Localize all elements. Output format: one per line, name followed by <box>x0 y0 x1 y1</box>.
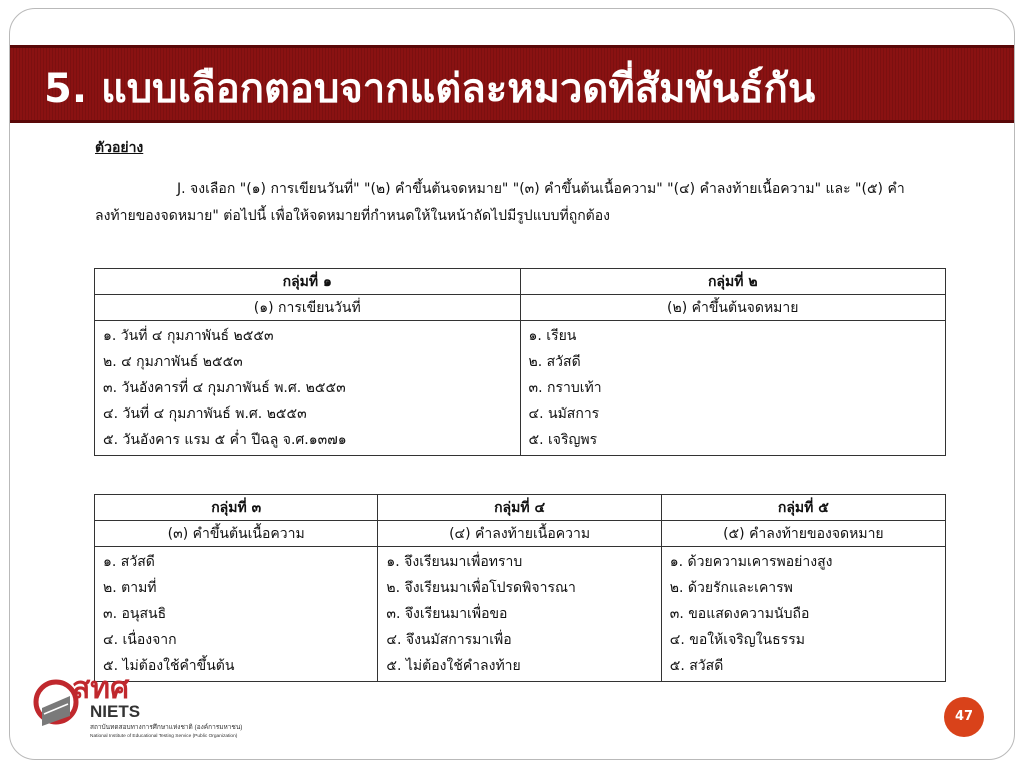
group-5-subheader: (๕) คำลงท้ายของจดหมาย <box>661 521 945 547</box>
list-item: ๑. สวัสดี <box>103 554 155 570</box>
list-item: ๓. อนุสนธิ <box>103 606 167 622</box>
group-2-subheader: (๒) คำขึ้นต้นจดหมาย <box>520 295 946 321</box>
page-number-badge: 47 <box>944 697 984 737</box>
group-2-header: กลุ่มที่ ๒ <box>520 269 946 295</box>
list-item: ๕. วันอังคาร แรม ๕ ค่ำ ปีฉลู จ.ศ.๑๓๗๑ <box>103 432 347 448</box>
list-item: ๕. สวัสดี <box>669 658 724 674</box>
list-item: ๒. ๔ กุมภาพันธ์ ๒๕๕๓ <box>103 354 243 370</box>
list-item: ๒. จึงเรียนมาเพื่อโปรดพิจารณา <box>386 580 576 596</box>
group-3-items <box>95 547 378 682</box>
table-subheader-row <box>95 521 946 547</box>
group-5-items <box>661 547 945 682</box>
list-item: ๒. สวัสดี <box>528 354 581 370</box>
list-item: ๔. เนื่องจาก <box>103 632 177 648</box>
table-subheader-row <box>95 295 946 321</box>
group-table-2 <box>94 494 946 682</box>
list-item: ๔. จึงนมัสการมาเพื่อ <box>386 632 512 648</box>
group-4-items <box>378 547 661 682</box>
list-item: ๓. จึงเรียนมาเพื่อขอ <box>386 606 508 622</box>
list-item: ๔. นมัสการ <box>528 406 600 422</box>
group-1-subheader: (๑) การเขียนวันที่ <box>95 295 521 321</box>
list-item: ๓. กราบเท้า <box>528 380 602 396</box>
list-item: ๑. ด้วยความเคารพอย่างสูง <box>669 554 833 570</box>
instruction-text: J. จงเลือก "(๑) การเขียนวันที่" "(๒) คำขึ้นต้นจดหมาย" "(๓) คำขึ้นต้นเนื้อความ" "(๔) คำลงท้ายเนื้อความ" และ "(๕) คำลงท้ายของจดหมาย" ต่อไปนี้ เพื่อให้จดหมายที่กำหนดให้ในหน้าถัดไปมีรูปแบบที่ถูกต้อง <box>95 181 905 224</box>
niets-logo <box>32 668 262 748</box>
logo-thai-name: สถาบันทดสอบทางการศึกษาแห่งชาติ (องค์การมหาชน) <box>90 724 243 731</box>
group-4-subheader: (๔) คำลงท้ายเนื้อความ <box>378 521 661 547</box>
instruction-paragraph <box>95 176 925 230</box>
table-header-row <box>95 495 946 521</box>
list-item: ๓. ขอแสดงความนับถือ <box>669 606 810 622</box>
list-item: ๒. ด้วยรักและเคารพ <box>669 580 793 596</box>
logo-abbr: NIETS <box>90 702 141 721</box>
logo-thai-text: สทศ <box>72 672 130 705</box>
list-item: ๑. เรียน <box>528 328 577 344</box>
table-items-row <box>95 547 946 682</box>
group-1-header: กลุ่มที่ ๑ <box>95 269 521 295</box>
group-4-header: กลุ่มที่ ๔ <box>378 495 661 521</box>
list-item: ๕. เจริญพร <box>528 432 598 448</box>
list-item: ๔. วันที่ ๔ กุมภาพันธ์ พ.ศ. ๒๕๕๓ <box>103 406 307 422</box>
title-bar <box>10 45 1015 123</box>
logo-english-name: National Institute of Educational Testing Service (Public Organization) <box>90 734 238 739</box>
list-item: ๔. ขอให้เจริญในธรรม <box>669 632 805 648</box>
list-item: ๕. ไม่ต้องใช้คำขึ้นต้น <box>103 658 235 674</box>
list-item: ๓. วันอังคารที่ ๔ กุมภาพันธ์ พ.ศ. ๒๕๕๓ <box>103 380 346 396</box>
table-items-row <box>95 321 946 456</box>
slide-title: 5. แบบเลือกตอบจากแต่ละหมวดที่สัมพันธ์กัน <box>44 66 816 112</box>
list-item: ๕. ไม่ต้องใช้คำลงท้าย <box>386 658 521 674</box>
group-2-items <box>520 321 946 456</box>
list-item: ๑. วันที่ ๔ กุมภาพันธ์ ๒๕๕๓ <box>103 328 274 344</box>
example-label: ตัวอย่าง <box>95 140 144 156</box>
group-5-header: กลุ่มที่ ๕ <box>661 495 945 521</box>
group-table-1 <box>94 268 946 456</box>
group-3-header: กลุ่มที่ ๓ <box>95 495 378 521</box>
table-header-row <box>95 269 946 295</box>
group-3-subheader: (๓) คำขึ้นต้นเนื้อความ <box>95 521 378 547</box>
list-item: ๑. จึงเรียนมาเพื่อทราบ <box>386 554 523 570</box>
group-1-items <box>95 321 521 456</box>
list-item: ๒. ตามที่ <box>103 580 157 596</box>
